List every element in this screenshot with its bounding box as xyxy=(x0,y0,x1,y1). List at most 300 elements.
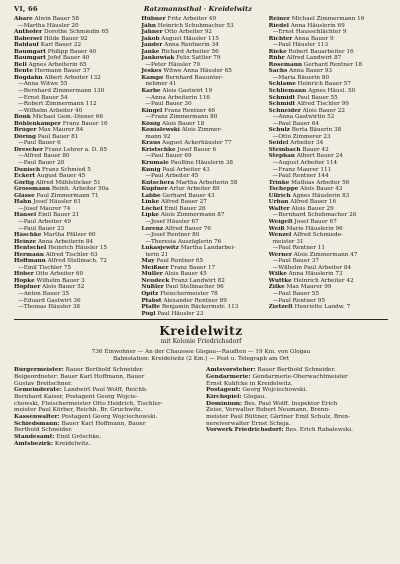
official-entry xyxy=(206,374,388,381)
resident-details: Paul Bauer 55 xyxy=(295,94,338,101)
resident-surname: Ullrich xyxy=(268,192,291,199)
town-info-line-2: Bahnstation: Kreidelwitz (2 Km.) — Post u. Telegraph am Ort xyxy=(112,356,290,363)
resident-details: Alfred Tischler 99 xyxy=(295,101,349,108)
resident-details: —Emil Tischler 75 xyxy=(18,264,72,271)
resident-details: —Josef Rentner 80 xyxy=(145,232,200,239)
resident-surname: Hahn xyxy=(14,199,32,206)
resident-surname: Wuttke xyxy=(268,277,292,284)
resident-surname: Jakob xyxy=(141,35,160,42)
resident-surname: Kampe xyxy=(141,74,164,81)
resident-surname: Schmidt xyxy=(268,94,296,101)
resident-details: Anna Bauer 93 xyxy=(287,68,333,75)
resident-surname: Weiß xyxy=(268,225,285,232)
resident-columns xyxy=(14,16,388,317)
resident-details: —Robert Zimmermann 112 xyxy=(18,101,97,108)
resident-details: Alois Bauer 18 xyxy=(160,120,205,127)
official-details: Kreidelwitz. xyxy=(53,440,91,447)
resident-surname: Richter xyxy=(268,35,293,42)
resident-details: —Franz Maurer 111 xyxy=(272,166,332,173)
resident-surname: Labbe xyxy=(141,192,161,199)
resident-surname: Karbe xyxy=(141,88,161,95)
resident-details: Paul Arbeiter 43 xyxy=(160,166,210,173)
resident-details: Fleischermeister 78 xyxy=(158,290,218,297)
resident-surname: Kutschera xyxy=(141,179,175,186)
official-role-label: Dominium: xyxy=(206,400,243,407)
resident-details: Berta Bäuerin 38 xyxy=(289,127,342,134)
resident-details: Emil Bauer 26 xyxy=(162,205,206,212)
official-details: Zeise, Verwalter Robert Neumann, Brenn- xyxy=(206,407,331,414)
resident-details: —Bernhard Schuhmacher 26 xyxy=(272,212,357,219)
resident-details: —Maria Bäuerin 80 xyxy=(272,74,330,81)
resident-surname: Jankowiak xyxy=(141,55,175,62)
official-details: Glogau. xyxy=(241,393,267,400)
official-role-label: Vorwerk Friedrichsdorf: xyxy=(206,427,284,434)
resident-details: —Peter Häusler 79 xyxy=(145,61,201,68)
official-role-label: Gendarmerie: xyxy=(206,373,251,380)
official-role-label: Standesamt: xyxy=(14,434,55,441)
resident-details: Mathias Arbeiter 56 xyxy=(289,179,350,186)
resident-details: —Paul Bauer 6 xyxy=(18,140,61,147)
resident-details: Josef Häusler 61 xyxy=(31,199,81,206)
resident-surname: Grossmann xyxy=(14,186,51,193)
resident-surname: Bente xyxy=(14,68,33,75)
resident-details: Agnes Häusl. 50 xyxy=(306,88,356,95)
resident-entry xyxy=(141,311,260,318)
resident-details: Albert Bauer 24 xyxy=(294,153,343,160)
resident-surname: Jander xyxy=(141,42,163,49)
resident-details: Hermann Bauer 37 xyxy=(32,68,90,75)
resident-surname: Seidel xyxy=(268,140,289,147)
resident-surname: Linke xyxy=(141,199,160,206)
official-details: Bauer Berthold Schneider. xyxy=(63,367,144,374)
resident-surname: Dunisch xyxy=(14,166,41,173)
official-entry xyxy=(206,427,388,434)
resident-details: Anna Arbeiterin 84 xyxy=(36,238,94,245)
resident-details: Dorothe Schmiedin 65 xyxy=(42,29,109,36)
official-entry xyxy=(206,381,388,388)
page-header xyxy=(14,5,388,15)
resident-details: Alois Zimmer- xyxy=(179,127,223,134)
resident-surname: Schneider xyxy=(268,107,301,114)
resident-details: —Ernst Bauer 54 xyxy=(18,94,68,101)
resident-surname: Zilke xyxy=(268,284,285,291)
official-details: Bes. Erich Rabalewski. xyxy=(283,427,353,434)
resident-details: Paul Zimmermann 71 xyxy=(34,192,99,199)
resident-details: —Paul Rentner 144 xyxy=(272,173,329,180)
resident-surname: Hübner xyxy=(141,16,166,22)
section-divider xyxy=(14,319,388,320)
town-info-line-1: 736 Einwohner — An der Chaussee Glogau—Raudten — 19 Km. von Glogau xyxy=(91,349,311,356)
resident-surname: Rosemann xyxy=(268,61,302,68)
resident-details: —Otto Zimmerer 23 xyxy=(272,133,331,140)
official-details: Bauer Karl Hoffmann, Bauer xyxy=(59,420,146,427)
resident-surname: Meißner xyxy=(141,264,169,271)
resident-surname: Reiner xyxy=(268,16,290,22)
official-entry xyxy=(14,401,196,408)
resident-details: Alois Bauer 52 xyxy=(40,284,85,291)
resident-details: Alfred Bauer 76 xyxy=(163,225,211,232)
resident-surname: Rieke xyxy=(268,48,287,55)
resident-details: Karl Bauer 22 xyxy=(38,42,82,49)
official-details: Gendarmerie-Oberwachtmeister xyxy=(250,373,348,380)
official-entry xyxy=(14,387,196,394)
resident-details: Anna Rentnerin 34 xyxy=(162,42,219,49)
resident-surname: Görlig xyxy=(14,179,34,186)
resident-details: mann 92 xyxy=(145,133,171,140)
resident-surname: König xyxy=(141,120,161,127)
official-role-label: Schiedsmann: xyxy=(14,420,60,427)
official-entry xyxy=(206,387,388,394)
official-role-label: Bürgermeister: xyxy=(14,367,64,374)
resident-surname: Heinze xyxy=(14,238,37,245)
resident-details: —Paul Bauer 55 xyxy=(272,290,319,297)
resident-column-3 xyxy=(269,16,388,317)
official-entry xyxy=(14,407,196,414)
resident-surname: Höpfner xyxy=(14,284,41,291)
official-entry xyxy=(14,374,196,381)
resident-surname: May xyxy=(141,258,155,265)
resident-details: Benjamin Bäckermstr. 113 xyxy=(160,304,239,311)
resident-surname: Hoffmann xyxy=(14,258,46,265)
resident-details: Heinrich Häusler 15 xyxy=(46,245,108,252)
resident-surname: Jahner xyxy=(141,29,163,36)
resident-details: Franz Landwirt 82 xyxy=(169,277,225,284)
official-details: meister Paul Büttner, Gärtner Emil Schulz, Bren- xyxy=(206,414,350,421)
resident-details: Marie Häuslerin 96 xyxy=(284,225,343,232)
resident-surname: Lipke xyxy=(141,212,160,219)
resident-surname: Tscheppe xyxy=(268,186,299,193)
official-entry xyxy=(14,414,196,421)
resident-details: —Anton Bauer 35 xyxy=(18,290,70,297)
resident-details: —Paul Bauer 20 xyxy=(18,160,65,167)
resident-surname: Riedel xyxy=(268,22,289,29)
resident-details: Otto Arbeiter 92 xyxy=(162,29,212,36)
resident-details: Hilde Bauer 92 xyxy=(42,35,88,42)
resident-surname: Nüßler xyxy=(141,284,164,291)
resident-details: Martha Pfälzer 60 xyxy=(41,232,96,239)
resident-details: August Bauer 45 xyxy=(34,173,86,180)
official-entry xyxy=(206,414,388,421)
resident-surname: Krumale xyxy=(141,160,169,167)
resident-surname: Walter xyxy=(268,205,290,212)
resident-surname: Kupfner xyxy=(141,186,168,193)
resident-surname: Werner xyxy=(268,251,292,258)
resident-surname: Döring xyxy=(14,133,36,140)
resident-details: Alois Gastwirt 19 xyxy=(160,88,213,95)
official-details: Bes. Paul Wolff. Inspektor Erich xyxy=(242,400,338,407)
resident-surname: Abare xyxy=(14,16,33,22)
resident-surname: Neudeck xyxy=(141,277,170,284)
official-entry xyxy=(206,367,388,374)
resident-details: —Anna Arbeiterin 116 xyxy=(145,94,210,101)
resident-details: Josef Bauer 67 xyxy=(292,218,337,225)
resident-surname: Häschke xyxy=(14,232,42,239)
resident-details: Agnes Häuslerin 83 xyxy=(290,192,350,199)
resident-surname: Stephan xyxy=(268,153,295,160)
resident-surname: Kingel xyxy=(141,107,163,114)
official-entry xyxy=(14,381,196,388)
resident-details: Paul Rentner 65 xyxy=(154,258,204,265)
official-details: Postagent Georg Wojciechowski. xyxy=(59,414,158,421)
resident-column-1 xyxy=(14,16,133,317)
resident-surname: Weigelt xyxy=(268,218,293,225)
resident-surname: Baldauf xyxy=(14,42,39,49)
official-details: Landwirt Paul Wolff, Reichb. xyxy=(61,387,148,394)
resident-surname: Brüger xyxy=(14,127,37,134)
official-details: chowski, Fleischermeister Otto Heidrich, Tischler- xyxy=(14,400,163,407)
resident-surname: Hentschel xyxy=(14,245,47,252)
resident-details: Paul Bauer 81 xyxy=(36,133,79,140)
resident-details: Anna Häuslerin 73 xyxy=(286,271,343,278)
resident-surname: Anthofer xyxy=(14,29,43,36)
official-details: Bernhard Kaiser, Postagent Georg Wojcie- xyxy=(14,393,138,400)
official-role-label: Gemeinderäte: xyxy=(14,387,62,394)
resident-details: Heinrich Schuhmacher 53 xyxy=(155,22,234,29)
resident-details: Paul Häusler 23 xyxy=(155,310,204,317)
resident-details: Bauer 42 xyxy=(300,146,329,153)
resident-details: Martha Arbeiterin 58 xyxy=(174,179,238,186)
official-role-label: Kirchspiel: xyxy=(206,393,242,400)
official-entry xyxy=(14,427,196,434)
town-title: Kreidelwitz xyxy=(159,324,243,339)
resident-details: Wilhelm Bauer 3 xyxy=(34,277,85,284)
official-role-label: Kassenwalter: xyxy=(14,414,60,421)
resident-surname: Baumgart xyxy=(14,55,46,62)
officials-column-1 xyxy=(14,367,196,447)
resident-details: meister 31 xyxy=(272,238,304,245)
official-entry xyxy=(206,407,388,414)
resident-details: —Josef Maurer 74 xyxy=(18,205,71,212)
resident-surname: Kristschke xyxy=(141,146,176,153)
resident-details: Alfred Mühlstöcker 51 xyxy=(33,179,101,186)
resident-details: Anna Bauer 9 xyxy=(292,35,334,42)
resident-details: Alfred Stellmach. 72 xyxy=(45,258,107,265)
resident-surname: Schlame xyxy=(268,81,296,88)
resident-surname: Lukasjewitz xyxy=(141,245,179,252)
official-entry xyxy=(14,441,196,448)
resident-details: Max Maurer 99 xyxy=(284,284,332,291)
resident-details: —Anna Witwe 55 xyxy=(18,81,68,88)
resident-surname: Kunig xyxy=(141,166,161,173)
resident-details: Alfred Bauer 27 xyxy=(159,199,207,206)
resident-details: August Häusler 115 xyxy=(159,35,219,42)
resident-surname: Baumgart xyxy=(14,48,46,55)
resident-details: Franz Lehrer a. D. 85 xyxy=(42,146,107,153)
official-details: Beigeordneter: Bauer Karl Hoffmann, Bauer xyxy=(14,373,145,380)
resident-details: Alois Zimmermann 47 xyxy=(291,251,358,258)
official-entry xyxy=(14,367,196,374)
resident-surname: Bogdahn xyxy=(14,74,43,81)
officials-column-2 xyxy=(206,367,388,447)
resident-details: —Paul Häusler 113 xyxy=(272,42,329,49)
resident-details: Otto Arbeiter 60 xyxy=(33,271,84,278)
official-entry xyxy=(206,421,388,428)
resident-surname: Rühr xyxy=(268,55,285,62)
resident-entry xyxy=(14,304,133,311)
resident-details: Alois Bauer 22 xyxy=(300,107,345,114)
resident-details: Alwin Bauer 58 xyxy=(32,16,79,22)
resident-details: Paul Stellmacher 96 xyxy=(163,284,224,291)
resident-surname: Müller xyxy=(141,271,163,278)
resident-details: Franz Bauer 16 xyxy=(60,120,108,127)
resident-details: —Paul Bauer 69 xyxy=(145,153,192,160)
resident-details: Arbeiter 34 xyxy=(288,140,324,147)
resident-details: —Paul Bauer 64 xyxy=(272,120,319,127)
resident-surname: Drescher xyxy=(14,146,43,153)
resident-details: Alois Bauer 29 xyxy=(289,205,334,212)
resident-surname: Sachs xyxy=(268,68,288,75)
resident-surname: Pfabst xyxy=(141,297,162,304)
resident-details: Heinrich Arbeiter 42 xyxy=(291,277,354,284)
resident-surname: Bell xyxy=(14,61,27,68)
resident-details: Franz Bauer 17 xyxy=(168,264,216,271)
resident-surname: Eckert xyxy=(14,173,35,180)
resident-surname: Jeskes xyxy=(141,68,162,75)
town-subtitle: mit Kolonie Friedrichsdorf xyxy=(160,338,242,346)
resident-details: —Wilhelm Paul Arbeiter 84 xyxy=(272,264,352,271)
resident-details: —Wilhelm Arbeiter 40 xyxy=(18,107,83,114)
resident-details: Franz Schmied 5 xyxy=(40,166,91,173)
resident-details: —Franz Zimmermann 80 xyxy=(145,114,218,121)
resident-details: Alfred Schmiede- xyxy=(291,232,343,239)
official-entry xyxy=(206,401,388,408)
resident-surname: Höber xyxy=(14,271,34,278)
resident-entry xyxy=(269,304,388,311)
resident-surname: Hermann xyxy=(14,251,44,258)
resident-details: Martha Landarbei- xyxy=(178,245,236,252)
resident-details: Emil Bauer 21 xyxy=(36,212,80,219)
resident-details: —Paul Bauer 37 xyxy=(272,258,319,265)
resident-surname: Hopke xyxy=(14,277,35,284)
official-details: Gustav Breitschner. xyxy=(14,380,72,387)
official-details: Berthold Schneider. xyxy=(14,427,73,434)
resident-column-2 xyxy=(141,16,260,317)
official-entry xyxy=(14,394,196,401)
resident-details: —Paul Arbeiter 49 xyxy=(18,218,72,225)
resident-details: Agnes Arbeiterin 65 xyxy=(26,61,87,68)
resident-surname: Schmidt xyxy=(268,101,296,108)
resident-surname: Löchel xyxy=(141,205,163,212)
official-entry xyxy=(14,421,196,428)
resident-details: Franz Rentner 46 xyxy=(162,107,216,114)
resident-surname: Jähn xyxy=(141,22,156,29)
officials-columns xyxy=(14,367,388,447)
resident-surname: Opitz xyxy=(141,290,159,297)
resident-surname: Glässe xyxy=(14,192,35,199)
resident-details: —Eduard Gastwirt 36 xyxy=(18,297,81,304)
resident-surname: Steinbach xyxy=(268,146,301,153)
resident-surname: Schliemann xyxy=(268,88,307,95)
resident-surname: Trinke xyxy=(268,179,290,186)
official-details: Ernst Kuhfcke in Kreidelwitz. xyxy=(206,380,293,387)
resident-details: Richard Arbeiter 56 xyxy=(159,48,219,55)
resident-surname: Konialewski xyxy=(141,127,180,134)
resident-surname: Janke xyxy=(141,48,160,55)
resident-surname: Bonk xyxy=(14,114,31,121)
resident-details: Felix Sattler 79 xyxy=(174,55,221,62)
resident-surname: Wenzel xyxy=(268,232,292,239)
resident-details: —Paul Arbeiter 45 xyxy=(145,173,199,180)
resident-surname: Wilke xyxy=(268,271,287,278)
official-role-label: Amtsbezirk: xyxy=(14,440,54,447)
resident-details: nehmer 41 xyxy=(145,81,177,88)
resident-details: Alfred Landwirt 87 xyxy=(284,55,342,62)
official-details: nereiverwalter Ernst Scheja. xyxy=(206,420,291,427)
resident-details: —Ernst Hausschlächter 9 xyxy=(272,29,347,36)
resident-details: Josef Bauer 6 xyxy=(175,146,217,153)
resident-surname: Schulz xyxy=(268,127,290,134)
resident-details: —Paul Bauer 23 xyxy=(18,225,65,232)
resident-details: Fritz Arbeiter 49 xyxy=(165,16,217,22)
official-role-label: Amtsvorsteher: xyxy=(206,367,256,374)
resident-details: Alfred Tischler 63 xyxy=(43,251,98,258)
resident-surname: Pögl xyxy=(141,310,156,317)
resident-details: —Theresia Auszüglerin 76 xyxy=(145,238,222,245)
resident-details: —Anna Gastwirtin 52 xyxy=(272,114,335,121)
resident-details: Gerhard Rentner 18 xyxy=(301,61,363,68)
resident-details: Heinrich Bauer 57 xyxy=(295,81,352,88)
resident-details: —Paul Rentner 95 xyxy=(272,297,325,304)
resident-details: Alois Bauer 45 xyxy=(162,271,207,278)
resident-details: Alois Zimmermann 87 xyxy=(159,212,225,219)
resident-details: Paulline Häuslerin 38 xyxy=(168,160,233,167)
resident-details: Jofef Bauer 40 xyxy=(45,55,90,62)
resident-surname: Lorenz xyxy=(141,225,164,232)
resident-surname: Kraus xyxy=(141,140,161,147)
official-entry xyxy=(206,394,388,401)
resident-details: terin 21 xyxy=(145,251,169,258)
official-role-label: Postagent: xyxy=(206,387,241,394)
resident-details: —Martha Häusler 20 xyxy=(18,22,79,29)
resident-details: Alfred Bauer 16 xyxy=(288,199,337,206)
resident-details: —Josef Häusler 67 xyxy=(145,218,199,225)
resident-surname: Hänsel xyxy=(14,212,37,219)
resident-details: Robert Bauarbeiter 16 xyxy=(286,48,354,55)
resident-details: Henriette Landw. 7 xyxy=(292,304,351,311)
page-number: VI, 66 xyxy=(14,5,38,13)
resident-details: Michael Zimmermann 16 xyxy=(289,16,365,22)
resident-details: Alexander Rentner 89 xyxy=(161,297,227,304)
resident-details: —Paul Rentner 11 xyxy=(272,245,325,252)
resident-details: Bernhard Bauunter- xyxy=(163,74,224,81)
resident-details: Reinh. Arbeiter 50a xyxy=(50,186,109,193)
resident-details: —Paul Bauer 30 xyxy=(145,101,192,108)
resident-details: —Alfred Bauer 80 xyxy=(18,153,70,160)
resident-surname: Babersel xyxy=(14,35,43,42)
official-details: Georg Wojciechowski. xyxy=(240,387,308,394)
resident-details: Witwe Anna Häusler 65 xyxy=(161,68,232,75)
resident-details: August Ackerhäusler 77 xyxy=(160,140,232,147)
resident-surname: Böhlenkämper xyxy=(14,120,61,127)
resident-details: —Thomas Häusler 38 xyxy=(18,304,80,311)
resident-details: Anna Häuslerin 69 xyxy=(288,22,345,29)
resident-details: Albert Arbeiter 132 xyxy=(42,74,101,81)
resident-details: Max Maurer 84 xyxy=(36,127,84,134)
running-title: Ratzmannsthal · Kreidelwitz xyxy=(143,5,253,13)
resident-details: —Bernhard Zimmermann 130 xyxy=(18,88,105,95)
official-entry xyxy=(14,434,196,441)
resident-details: Artur Arbeiter 89 xyxy=(167,186,220,193)
resident-details: Alois Bauer 43 xyxy=(298,186,343,193)
resident-surname: Urban xyxy=(268,199,289,206)
resident-details: Michael Gem.-Diener 66 xyxy=(30,114,103,121)
resident-details: —August Arbeiter 114 xyxy=(272,160,338,167)
town-section-header xyxy=(14,324,388,363)
resident-surname: Zietzelt xyxy=(268,304,293,311)
official-details: Emil Gröschke. xyxy=(54,434,102,441)
official-details: meister Paul Körber, Reichb. Br. Gruchwitz. xyxy=(14,407,143,414)
resident-surname: Pfaffe xyxy=(141,304,161,311)
